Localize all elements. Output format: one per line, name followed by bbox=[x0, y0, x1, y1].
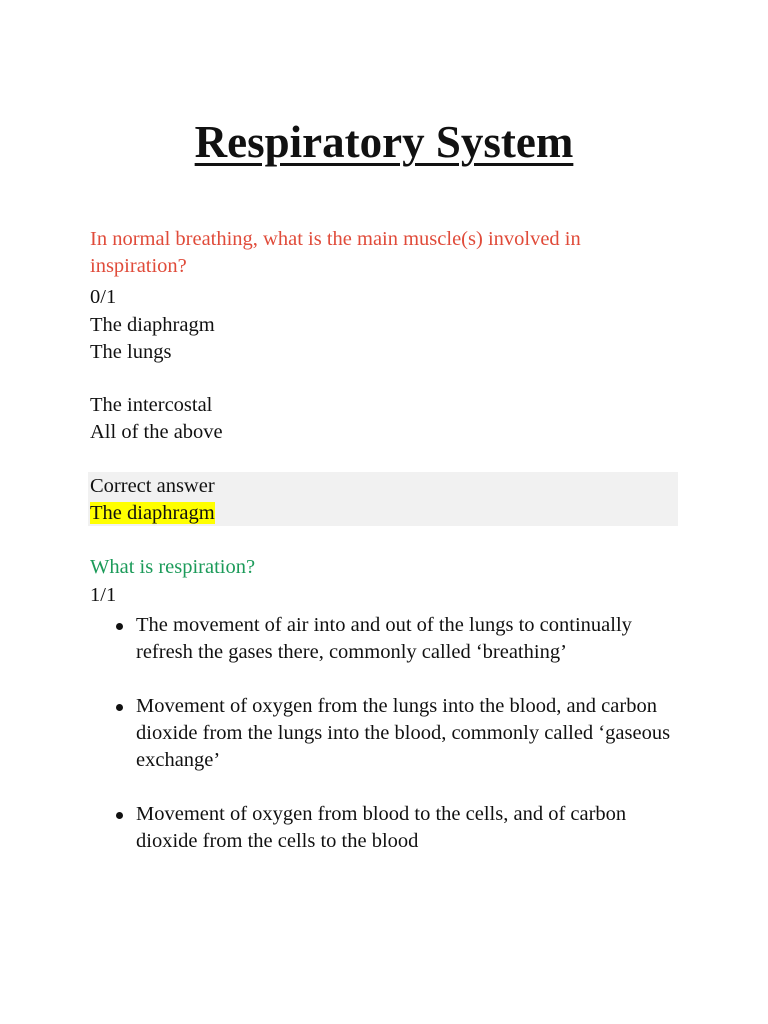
bullet-item bbox=[90, 693, 690, 774]
correct-answer-label: Correct answer bbox=[90, 475, 215, 497]
bullet-text: The movement of air into and out of the lungs to continually refresh the gases there, commonly called ‘breathing’ bbox=[136, 614, 632, 663]
page-title: Respiratory System bbox=[194, 117, 574, 167]
bullet-text: Movement of oxygen from blood to the cells, and of carbon dioxide from the cells to the blood bbox=[136, 803, 627, 852]
bullet-icon bbox=[116, 812, 123, 819]
question-1-option: The diaphragm bbox=[90, 314, 215, 336]
question-1-option: The intercostal bbox=[90, 394, 213, 416]
question-1-option: All of the above bbox=[90, 421, 223, 443]
bullet-text: Movement of oxygen from the lungs into the blood, and carbon dioxide from the lungs into the blood, commonly called ‘gaseous exchange’ bbox=[136, 695, 671, 771]
question-2-text: What is respiration? bbox=[90, 556, 256, 578]
question-1-score: 0/1 bbox=[90, 286, 117, 308]
bullet-icon bbox=[116, 704, 123, 711]
bullet-icon bbox=[116, 623, 123, 630]
question-2-bullet-list bbox=[90, 612, 690, 882]
question-1-text: In normal breathing, what is the main muscle(s) involved in inspiration? bbox=[90, 228, 581, 277]
correct-answer-value bbox=[90, 500, 215, 527]
question-1-option: The lungs bbox=[90, 341, 172, 363]
highlighted-answer: The diaphragm bbox=[90, 502, 215, 524]
bullet-item bbox=[90, 801, 690, 855]
question-2-score: 1/1 bbox=[90, 584, 117, 606]
bullet-item bbox=[90, 612, 690, 666]
